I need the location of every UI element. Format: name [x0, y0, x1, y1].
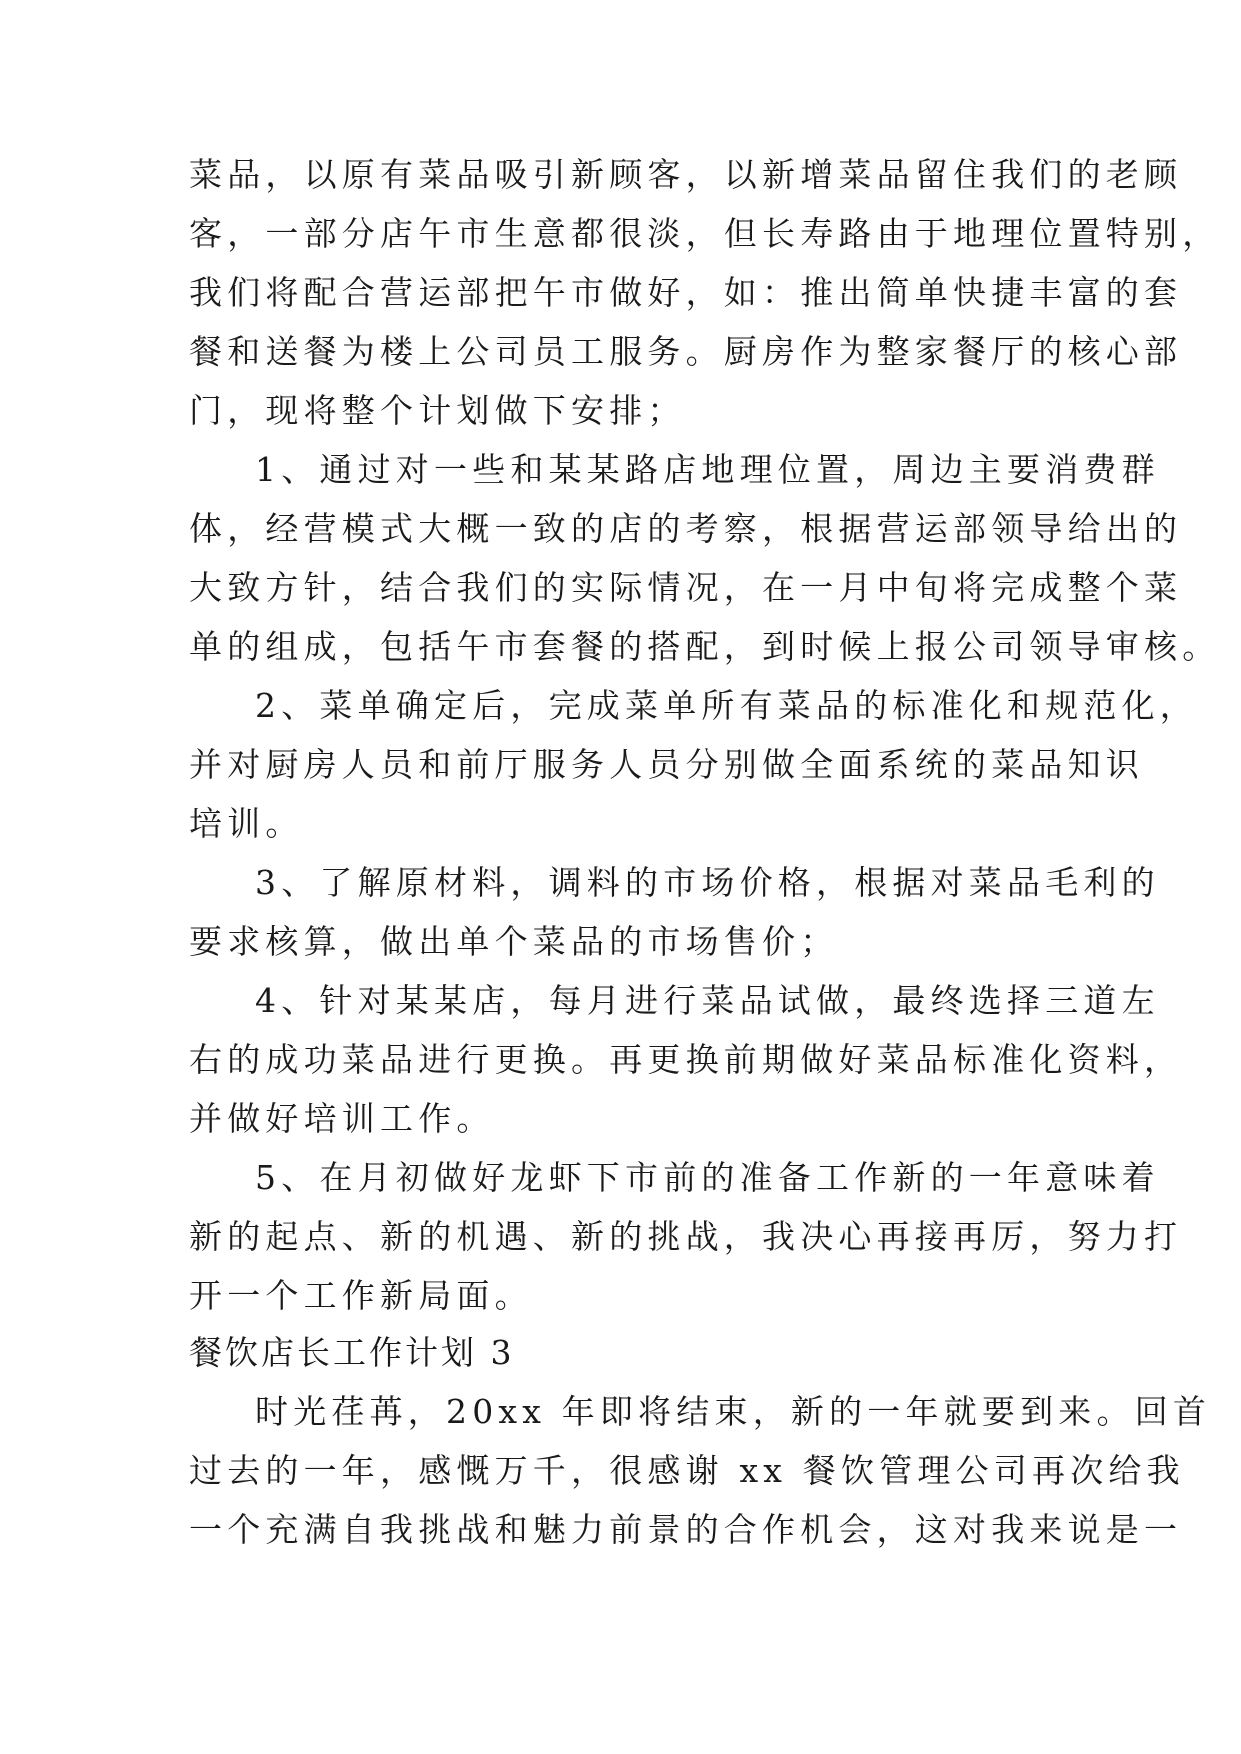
- text-line: 右的成功菜品进行更换。再更换前期做好菜品标准化资料，: [189, 1040, 1183, 1079]
- text-line: 要求核算，做出单个菜品的市场售价；: [189, 922, 839, 961]
- text-line: 大致方针，结合我们的实际情况，在一月中旬将完成整个菜: [189, 568, 1183, 607]
- text-line: 新的起点、新的机遇、新的挑战，我决心再接再厉，努力打: [189, 1217, 1183, 1256]
- section-heading: 餐饮店长工作计划 3: [189, 1333, 515, 1372]
- text-line: 菜品，以原有菜品吸引新顾客，以新增菜品留住我们的老顾: [189, 155, 1183, 194]
- text-line: 并对厨房人员和前厅服务人员分别做全面系统的菜品知识: [189, 745, 1144, 784]
- text-line: 体，经营模式大概一致的店的考察，根据营运部领导给出的: [189, 509, 1183, 548]
- text-line: 并做好培训工作。: [189, 1099, 495, 1138]
- text-line: 单的组成，包括午市套餐的搭配，到时候上报公司领导审核。: [189, 627, 1221, 666]
- text-line: 客，一部分店午市生意都很淡，但长寿路由于地理位置特别，: [189, 214, 1221, 253]
- paragraph-4-line: 4、针对某某店，每月进行菜品试做，最终选择三道左: [255, 981, 1160, 1020]
- paragraph-3-line: 3、了解原材料，调料的市场价格，根据对菜品毛利的: [255, 863, 1160, 902]
- text-line: 我们将配合营运部把午市做好，如：推出简单快捷丰富的套: [189, 273, 1183, 312]
- paragraph-1-line: 1、通过对一些和某某路店地理位置，周边主要消费群: [255, 450, 1160, 489]
- text-line: 门，现将整个计划做下安排；: [189, 391, 686, 430]
- paragraph-5-line: 5、在月初做好龙虾下市前的准备工作新的一年意味着: [255, 1158, 1160, 1197]
- text-line: 开一个工作新局面。: [189, 1276, 533, 1315]
- text-line: 培训。: [189, 804, 304, 843]
- text-line: 一个充满自我挑战和魅力前景的合作机会，这对我来说是一: [189, 1510, 1183, 1549]
- text-line: 过去的一年，感慨万千，很感谢 xx 餐饮管理公司再次给我: [189, 1451, 1185, 1490]
- paragraph-2-line: 2、菜单确定后，完成菜单所有菜品的标准化和规范化，: [255, 686, 1198, 725]
- paragraph-line: 时光荏苒，20xx 年即将结束，新的一年就要到来。回首: [255, 1392, 1212, 1431]
- text-line: 餐和送餐为楼上公司员工服务。厨房作为整家餐厅的核心部: [189, 332, 1183, 371]
